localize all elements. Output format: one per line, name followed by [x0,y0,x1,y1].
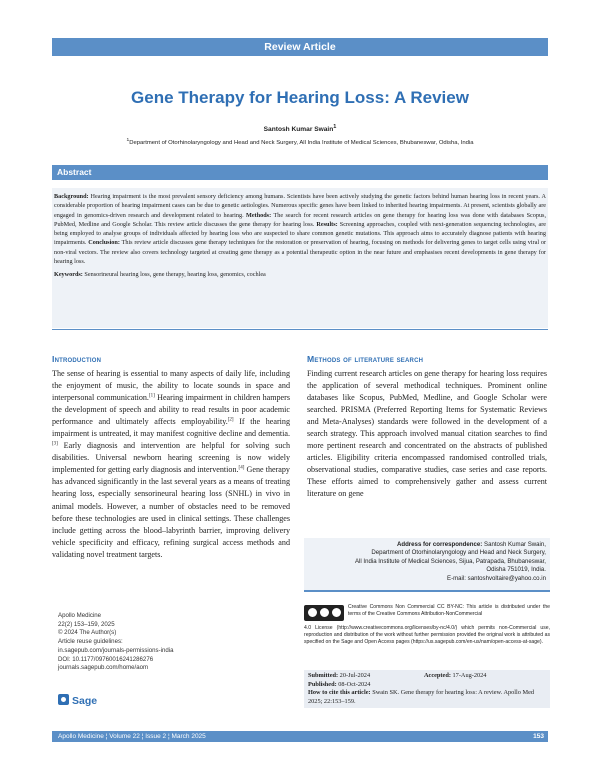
correspondence-email[interactable]: E-mail: santoshvoltaire@yahoo.co.in [447,574,546,582]
reuse-link[interactable]: in.sagepub.com/journals-permissions-india [58,646,174,654]
citation-2[interactable]: [2] [227,417,234,423]
author-line [40,124,560,133]
affiliation [40,138,560,146]
citation-1[interactable]: [1] [148,393,155,399]
methods-heading: Methods of literature search [307,354,424,364]
methods-label: Methods: [246,211,272,219]
accepted-group [424,672,486,681]
results-label: Results: [316,220,338,228]
accepted-date: 17-Aug-2024 [452,672,487,679]
cc-by-nc-icon [304,605,344,621]
journal-home-link[interactable]: journals.sagepub.com/home/aom [58,664,149,672]
cite-label: How to cite this article: [308,689,371,696]
conclusion-label: Conclusion: [88,239,120,247]
keywords-label: Keywords: [54,271,83,279]
author-name: Santosh Kumar Swain [263,126,334,134]
footer-journal-info: Apollo Medicine ¦ Volume 22 ¦ Issue 2 ¦ March 2025 [58,733,206,740]
article-title: Gene Therapy for Hearing Loss: A Review [131,88,469,107]
correspondence-address: All India Institute of Medical Sciences, Sijua, Patrapada, Bhubaneswar, [354,557,546,565]
abstract-divider [52,329,548,330]
accepted-label: Accepted: [424,672,451,679]
background-text: Hearing impairment is the most prevalent sensory deficiency among humans. Scientists have been actively studying the genetic factors behind human hearing loss in recent years. A considerable proportion of hearing impairment cases can be due to genetic aetiologies. Numerous specific genes have been linked to inherited hearing impairments. At present, scientists globally are engaged in genomics-driven research and development related to hearing. [54,193,546,219]
dates-box [304,670,550,708]
conclusion-text: This review article discusses gene therapy techniques for the restoration or preservation of hearing, focusing on methods for delivering genes to target cells using viral or non-viral vectors. The review also covers technology targeted at creating gene therapy as a potential therapeutic option in the near future and emphasises recent developments in gene therapy for hearing loss. [54,239,547,266]
published-date: 08-Oct-2024 [338,680,371,688]
keywords-text: Sensorineural hearing loss, gene therapy, hearing loss, genomics, cochlea [84,271,266,279]
publisher-logo [58,694,97,707]
correspondence-box [304,538,550,592]
intro-sentence-3: If the hearing impairment is untreated, it may manifest cognitive decline and dementia. [52,417,290,439]
correspondence-line [304,541,546,549]
doi-link[interactable]: DOI: 10.1177/09760016241286276 [58,655,154,663]
background-label: Background: [54,193,89,200]
cite-text: Swain SK. Gene therapy for hearing loss: A review. Apollo Med 2025; 22:153–159. [308,689,535,705]
affiliation-text: Department of Otorhinolaryngology and Head and Neck Surgery, All India Institute of Medical Sciences, Bhubaneswar, Odisha, India [129,139,474,146]
correspondence-name: Santosh Kumar Swain, [484,541,546,548]
page-number: 153 [533,733,544,740]
published-label: Published: [308,680,337,688]
intro-sentence-5: Gene therapy has advanced significantly in the last several years as a means of treating hearing loss, especially sensorineural hearing loss (SNHL) in vivo in animal models. However, a number of obstacles need to be removed before these technologies are used in clinical settings. These challenges include getting across the blood–labyrinth barrier, improving delivery vehicle specificity and efficacy, refining surgical access methods and validating novel treatment targets. [52,465,290,559]
submitted-label: Submitted: [308,672,339,679]
abstract-body [52,188,548,328]
journal-volume: 22(2) 153–159, 2025 [58,620,115,628]
keywords [54,270,546,279]
introduction-text [52,368,290,561]
abstract-paragraph [54,192,546,266]
intro-sentence-1: The sense of hearing is essential to many aspects of daily life, including the enjoyment of music, the ability to locate sounds in space and interpersonal communication. [52,369,290,403]
abstract-heading: Abstract [52,165,548,180]
copyright: © 2024 The Author(s) [58,629,117,637]
citation-4[interactable]: [4] [238,465,245,471]
citation-3[interactable]: [3] [52,441,58,447]
author-superscript: 1 [333,124,337,130]
page-footer [52,731,548,742]
reuse-label: Article reuse guidelines: [58,638,123,646]
intro-sentence-2: Hearing impairment in children hampers the development of speech and ability to read results in poor academic performance and ultimately affects employability. [52,393,290,427]
license-text-rest[interactable]: 4.0 License (http://www.creativecommons.org/licenses/by-nc/4.0/) which permits non-Commercial use, reproduction and distribution of the work without further permission provided the original work is attributed as specified on the Sage and Open Access pages (https://us.sagepub.com/en-us/nam/open-access-at-sage). [304,625,550,646]
correspondence-label: Address for correspondence: [396,541,483,548]
methods-text: The search for recent research articles on gene therapy for hearing loss was done with databases Scopus, PubMed, Medline and Google Scholar. This review article discusses the gene therapy for hearing loss. [54,211,546,228]
article-type-banner: Review Article [52,38,548,56]
sage-logo-icon [58,694,69,705]
license-text-top: Creative Commons Non Commercial CC BY-NC: This article is distributed under the terms of the Creative Commons Attribution-NonCommercial [348,604,550,618]
correspondence-dept: Department of Otorhinolaryngology and Head and Neck Surgery, [371,549,546,557]
dates-row [308,672,546,681]
introduction-heading: Introduction [52,354,102,364]
intro-sentence-4: Early diagnosis and intervention are helpful for solving such disabilities. Universal newborn hearing screening is now widely implemented for getting early diagnosis and intervention. [52,441,290,475]
citation-row [308,689,546,706]
results-text: Screening approaches, coupled with next-generation sequencing technologies, are being employed to analyse groups of individuals affected by hearing loss who are suspected to share common genetic mutations. This approach aims to accurately diagnose patients with hearing impairments. [54,220,547,247]
methods-text-block: Finding current research articles on gene therapy for hearing loss requires the application of several methodical techniques. Prominent online databases like Scopus, PubMed, Medline, and Google Scholar were searched. PRISMA (Preferred Reporting Items for Systematic Reviews and Meta-Analyses) standards were followed in the development of a search strategy. This approach involved manual citation searches to find more pertinent research and concentrated on the abstracts of published articles. Eligibility criteria encompassed randomised controlled trials, observational studies, comparative studies, case series and case reports. These efforts aimed to comprehensively gather and assess current literature on gene [307,369,547,499]
journal-meta [58,612,238,673]
published-row [308,681,546,690]
submitted-date: 20-Jul-2024 [339,672,371,679]
affiliation-superscript: 1 [126,138,130,143]
license-box [304,604,550,660]
correspondence-city: Odisha 751019, India. [486,566,546,574]
journal-name: Apollo Medicine [58,612,102,619]
publisher-name: Sage [72,695,98,707]
